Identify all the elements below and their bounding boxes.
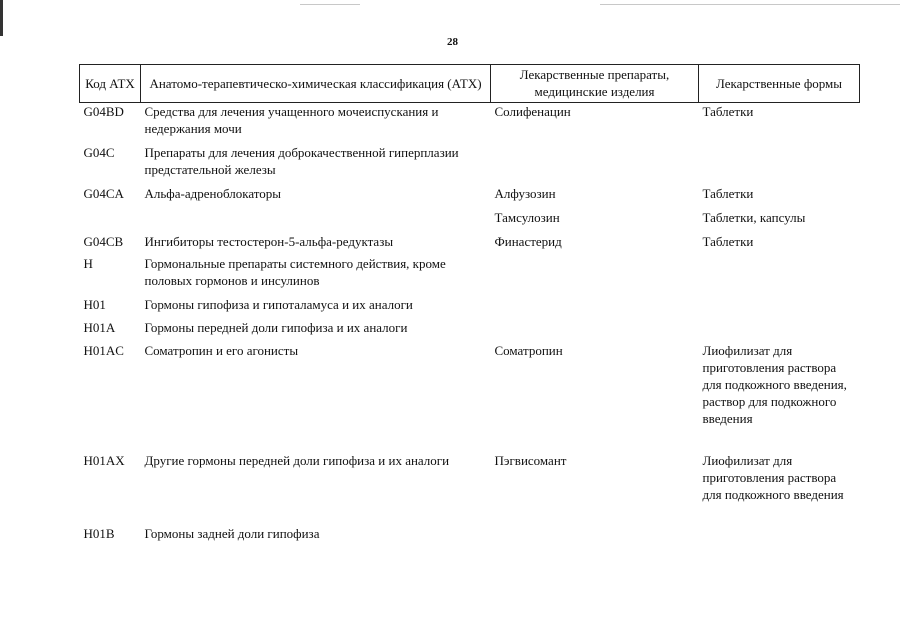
cell-drug: Тамсулозин <box>494 209 560 225</box>
header-classification: Анатомо-терапевтическо-химическая классификация (АТХ) <box>141 65 491 103</box>
cell-classification: Другие гормоны передней доли гипофиза и их аналоги <box>144 452 450 468</box>
cell-classification: Гормоны передней доли гипофиза и их аналоги <box>144 319 408 335</box>
table-header <box>80 65 860 103</box>
cell-code: H <box>83 255 93 271</box>
table-row <box>80 255 860 296</box>
table-row <box>80 342 860 452</box>
header-drugs: Лекарственные препараты, медицинские изделия <box>491 65 699 103</box>
cell-form: Таблетки <box>702 185 754 201</box>
cell-form: Таблетки <box>702 233 754 249</box>
cell-drug <box>491 296 699 319</box>
cell-form <box>699 255 860 296</box>
cell-form <box>699 296 860 319</box>
cell-classification: Ингибиторы тестостерон-5-альфа-редуктазы <box>144 233 394 249</box>
cell-code: H01AC <box>83 342 124 358</box>
cell-form <box>699 144 860 185</box>
cell-classification: Средства для лечения учащенного мочеиспускания и недержания мочи <box>144 104 439 136</box>
cell-form: Лиофилизат для приготовления раствора для подкожного введения, раствор для подкожного введения <box>702 342 847 426</box>
cell-drug: Солифенацин <box>494 104 571 119</box>
table-row <box>80 209 860 233</box>
cell-classification <box>141 209 491 233</box>
cell-code <box>80 209 141 233</box>
cell-code: H01B <box>83 525 115 541</box>
table-row <box>80 452 860 525</box>
cell-code: H01AX <box>83 452 125 468</box>
cell-drug <box>491 319 699 342</box>
cell-form: Таблетки <box>702 104 754 119</box>
cell-classification: Альфа-адреноблокаторы <box>144 185 282 201</box>
cell-classification: Соматропин и его агонисты <box>144 342 299 358</box>
scan-artifact <box>600 4 900 5</box>
cell-drug: Соматропин <box>494 342 563 358</box>
header-forms: Лекарственные формы <box>699 65 860 103</box>
cell-code: H01A <box>83 319 116 335</box>
cell-classification: Препараты для лечения доброкачественной гиперплазии предстательной железы <box>144 144 459 177</box>
cell-code: G04C <box>83 144 115 160</box>
cell-form: Таблетки, капсулы <box>702 209 806 225</box>
cell-code: G04CA <box>83 185 124 201</box>
scan-artifact <box>300 4 360 5</box>
cell-classification: Гормональные препараты системного действия, кроме половых гормонов и инсулинов <box>144 255 446 288</box>
cell-drug <box>491 255 699 296</box>
cell-form: Лиофилизат для приготовления раствора для подкожного введения <box>702 452 844 502</box>
cell-classification: Гормоны гипофиза и гипоталамуса и их аналоги <box>144 296 413 312</box>
header-code: Код АТХ <box>80 65 141 103</box>
table-row <box>80 144 860 185</box>
table-row <box>80 296 860 319</box>
cell-code: H01 <box>83 296 106 312</box>
cell-form <box>699 319 860 342</box>
cell-classification: Гормоны задней доли гипофиза <box>144 525 320 541</box>
table-row <box>80 233 860 255</box>
cell-code: G04CB <box>83 233 124 249</box>
cell-drug <box>491 525 699 547</box>
table-row <box>80 319 860 342</box>
cell-form <box>699 525 860 547</box>
table-row <box>80 103 860 144</box>
cell-drug <box>491 144 699 185</box>
table-row <box>80 185 860 209</box>
cell-drug: Финастерид <box>494 233 562 249</box>
cell-code: G04BD <box>83 104 124 119</box>
table-row <box>80 525 860 547</box>
page-number: 28 <box>447 36 458 48</box>
cell-drug: Пэгвисомант <box>494 452 567 468</box>
scan-edge-mark <box>0 0 3 36</box>
atx-table <box>79 64 860 547</box>
cell-drug: Алфузозин <box>494 185 556 201</box>
